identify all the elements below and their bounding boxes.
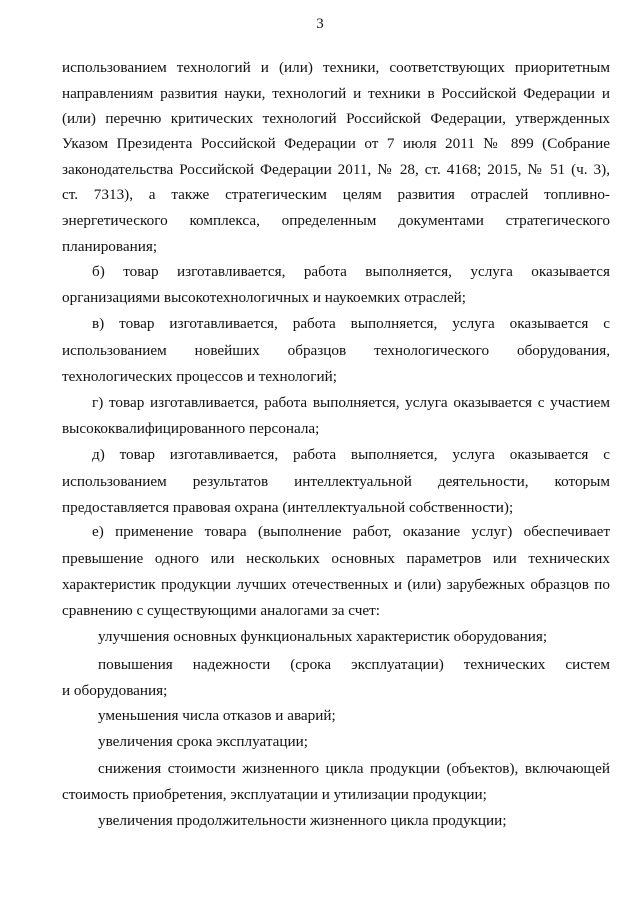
text-line: предоставляется правовая охрана (интеллектуальной собственности); <box>62 499 514 516</box>
text-line: Указом Президента Российской Федерации от 7 июля 2011 № 899 (Собрание <box>62 135 610 152</box>
text-line: ст. 7313), а также стратегическим целям развития отраслей топливно- <box>62 186 610 203</box>
text-line: использованием технологий и (или) техники, соответствующих приоритетным <box>62 59 610 76</box>
page-number: 3 <box>316 16 324 32</box>
text-line: технологических процессов и технологий; <box>62 368 337 385</box>
sub-item: улучшения основных функциональных характеристик оборудования; <box>98 628 548 645</box>
text-line: законодательства Российской Федерации 2011, № 28, ст. 4168; 2015, № 51 (ч. 3), <box>62 161 610 178</box>
list-item-d: д) товар изготавливается, работа выполняется, услуга оказывается с <box>92 446 610 463</box>
text-line: высококвалифицированного персонала; <box>62 420 320 437</box>
sub-item: увеличения срока эксплуатации; <box>98 733 309 750</box>
text-line: использованием результатов интеллектуальной деятельности, которым <box>62 473 610 490</box>
list-item-g: г) товар изготавливается, работа выполняется, услуга оказывается с участием <box>92 394 610 411</box>
list-item-e: е) применение товара (выполнение работ, оказание услуг) обеспечивает <box>92 523 610 540</box>
sub-item: снижения стоимости жизненного цикла продукции (объектов), включающей <box>98 760 610 777</box>
text-line: и оборудования; <box>62 682 168 699</box>
text-line: превышение одного или нескольких основных параметров или технических <box>62 550 610 567</box>
list-item-v: в) товар изготавливается, работа выполняется, услуга оказывается с <box>92 315 610 332</box>
text-line: стоимость приобретения, эксплуатации и утилизации продукции; <box>62 786 487 803</box>
sub-item: уменьшения числа отказов и аварий; <box>98 707 336 724</box>
text-line: (или) перечню критических технологий Российской Федерации, утвержденных <box>62 110 610 127</box>
text-line: направлениям развития науки, технологий и техники в Российской Федерации и <box>62 85 610 102</box>
text-line: характеристик продукции лучших отечественных и (или) зарубежных образцов по <box>62 576 610 593</box>
list-item-b: б) товар изготавливается, работа выполняется, услуга оказывается <box>92 263 610 280</box>
sub-item: увеличения продолжительности жизненного цикла продукции; <box>98 812 507 829</box>
sub-item: повышения надежности (срока эксплуатации) технических систем <box>98 656 610 673</box>
text-line: организациями высокотехнологичных и наукоемких отраслей; <box>62 289 467 306</box>
text-line: сравнению с существующими аналогами за счет: <box>62 602 380 619</box>
text-line: энергетического комплекса, определенным документами стратегического <box>62 212 610 229</box>
text-line: планирования; <box>62 238 158 255</box>
text-line: использованием новейших образцов технологического оборудования, <box>62 342 610 359</box>
